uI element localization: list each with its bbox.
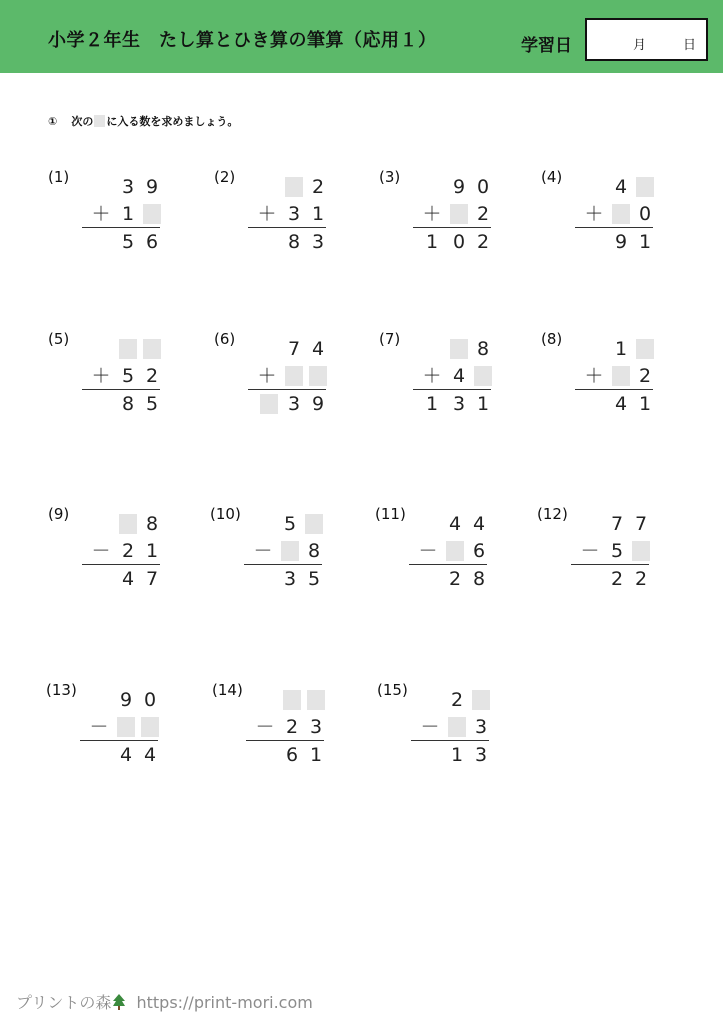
problem-3 (379, 168, 499, 278)
second-number (575, 365, 655, 389)
top-number (411, 689, 491, 713)
digit: 2 (121, 540, 135, 562)
digit: 9 (452, 176, 466, 198)
digit: 2 (450, 689, 464, 711)
digit: 5 (610, 540, 624, 562)
digit: 1 (638, 231, 652, 253)
header-bar (0, 0, 723, 73)
problem-5 (48, 330, 168, 440)
blank-box (636, 177, 654, 197)
second-number (248, 365, 328, 389)
blank-box (119, 514, 137, 534)
tree-icon (113, 994, 125, 1010)
top-number (246, 689, 326, 713)
digit: 1 (476, 393, 490, 415)
digit: 4 (472, 513, 486, 535)
sum-line (575, 227, 653, 228)
page-title: 小学２年生 たし算とひき算の筆算（応用１） (48, 30, 437, 51)
problem-number: (1) (48, 168, 70, 186)
problem-number: (10) (210, 505, 241, 523)
problem-6 (214, 330, 334, 440)
digit: 6 (285, 744, 299, 766)
date-label: 学習日 (521, 36, 572, 56)
problem-number: (14) (212, 681, 243, 699)
digit: 1 (309, 744, 323, 766)
digit: 2 (145, 365, 159, 387)
digit: 8 (121, 393, 135, 415)
digit: 3 (287, 203, 301, 225)
instruction-number: ① (48, 115, 58, 128)
result-number (82, 393, 162, 417)
digit: 7 (145, 568, 159, 590)
result-number (575, 393, 655, 417)
result-number (248, 393, 328, 417)
digit: 3 (311, 231, 325, 253)
problem-12 (537, 505, 657, 615)
operator-sign: ＋ (422, 203, 442, 225)
operator-sign: － (420, 716, 440, 738)
digit: 4 (121, 568, 135, 590)
blank-box (632, 541, 650, 561)
result-number (571, 568, 651, 592)
digit: 7 (610, 513, 624, 535)
problem-number: (6) (214, 330, 236, 348)
top-number (575, 338, 655, 362)
digit: 4 (448, 513, 462, 535)
digit: 6 (472, 540, 486, 562)
top-number (80, 689, 160, 713)
digit: 5 (307, 568, 321, 590)
digit: 5 (121, 365, 135, 387)
operator-sign: ＋ (257, 203, 277, 225)
result-number (413, 231, 493, 255)
digit: 3 (121, 176, 135, 198)
top-number (248, 338, 328, 362)
digit: 9 (614, 231, 628, 253)
sum-line (82, 389, 160, 390)
digit: 5 (121, 231, 135, 253)
blank-box (143, 339, 161, 359)
digit: 7 (287, 338, 301, 360)
digit: 3 (452, 393, 466, 415)
digit: 8 (472, 568, 486, 590)
day-label: 日 (683, 38, 697, 53)
digit: 0 (638, 203, 652, 225)
operator-sign: ＋ (257, 365, 277, 387)
sum-line (82, 227, 160, 228)
result-number (80, 744, 160, 768)
second-number (409, 540, 489, 564)
problem-15 (377, 681, 497, 791)
blank-box (283, 690, 301, 710)
problem-number: (4) (541, 168, 563, 186)
result-number (246, 744, 326, 768)
digit: 3 (287, 393, 301, 415)
result-number (82, 231, 162, 255)
blank-box (636, 339, 654, 359)
top-number (413, 176, 493, 200)
instruction-text-before: 次の (71, 115, 94, 128)
problem-8 (541, 330, 661, 440)
top-number (248, 176, 328, 200)
sum-line (409, 564, 487, 565)
digit: 5 (283, 513, 297, 535)
footer-url: https://print-mori.com (136, 993, 313, 1012)
digit: 6 (145, 231, 159, 253)
problem-number: (2) (214, 168, 236, 186)
problem-number: (5) (48, 330, 70, 348)
result-number (575, 231, 655, 255)
digit: 1 (121, 203, 135, 225)
month-label: 月 (633, 38, 647, 53)
digit: 5 (145, 393, 159, 415)
top-number (82, 176, 162, 200)
problem-10 (210, 505, 330, 615)
second-number (82, 540, 162, 564)
digit: 2 (634, 568, 648, 590)
sum-line (413, 227, 491, 228)
blank-box-icon (94, 115, 105, 127)
date-box (585, 18, 708, 61)
digit: 1 (450, 744, 464, 766)
problem-number: (15) (377, 681, 408, 699)
problem-number: (8) (541, 330, 563, 348)
top-number (575, 176, 655, 200)
operator-sign: － (89, 716, 109, 738)
digit: 8 (307, 540, 321, 562)
second-number (80, 716, 160, 740)
operator-sign: － (580, 540, 600, 562)
second-number (246, 716, 326, 740)
blank-box (450, 204, 468, 224)
digit: 1 (425, 393, 439, 415)
blank-box (119, 339, 137, 359)
result-number (82, 568, 162, 592)
digit: 9 (311, 393, 325, 415)
sum-line (411, 740, 489, 741)
sum-line (82, 564, 160, 565)
problem-number: (3) (379, 168, 401, 186)
digit: 2 (610, 568, 624, 590)
second-number (413, 203, 493, 227)
digit: 8 (145, 513, 159, 535)
digit: 3 (474, 744, 488, 766)
footer (16, 990, 313, 1013)
digit: 4 (614, 393, 628, 415)
instruction-text-after: に入る数を求めましょう。 (106, 115, 239, 128)
result-number (248, 231, 328, 255)
digit: 9 (145, 176, 159, 198)
top-number (409, 513, 489, 537)
digit: 4 (452, 365, 466, 387)
blank-box (281, 541, 299, 561)
problem-11 (375, 505, 495, 615)
problem-number: (11) (375, 505, 406, 523)
operator-sign: － (255, 716, 275, 738)
top-number (244, 513, 324, 537)
result-number (411, 744, 491, 768)
blank-box (472, 690, 490, 710)
second-number (82, 203, 162, 227)
blank-box (612, 366, 630, 386)
digit: 3 (474, 716, 488, 738)
blank-box (143, 204, 161, 224)
second-number (575, 203, 655, 227)
operator-sign: － (418, 540, 438, 562)
digit: 2 (476, 203, 490, 225)
blank-box (612, 204, 630, 224)
digit: 1 (638, 393, 652, 415)
second-number (571, 540, 651, 564)
blank-box (450, 339, 468, 359)
digit: 8 (287, 231, 301, 253)
operator-sign: ＋ (422, 365, 442, 387)
digit: 1 (425, 231, 439, 253)
digit: 4 (143, 744, 157, 766)
top-number (571, 513, 651, 537)
problem-number: (9) (48, 505, 70, 523)
digit: 4 (119, 744, 133, 766)
operator-sign: ＋ (584, 365, 604, 387)
problem-1 (48, 168, 168, 278)
top-number (82, 338, 162, 362)
digit: 2 (285, 716, 299, 738)
digit: 7 (634, 513, 648, 535)
digit: 1 (614, 338, 628, 360)
operator-sign: － (91, 540, 111, 562)
operator-sign: ＋ (91, 365, 111, 387)
operator-sign: ＋ (584, 203, 604, 225)
digit: 2 (311, 176, 325, 198)
second-number (411, 716, 491, 740)
digit: 4 (614, 176, 628, 198)
sum-line (575, 389, 653, 390)
blank-box (305, 514, 323, 534)
blank-box (285, 366, 303, 386)
digit: 1 (311, 203, 325, 225)
result-number (244, 568, 324, 592)
instruction (48, 113, 238, 129)
digit: 0 (143, 689, 157, 711)
sum-line (248, 227, 326, 228)
operator-sign: ＋ (91, 203, 111, 225)
second-number (82, 365, 162, 389)
problem-2 (214, 168, 334, 278)
problem-number: (12) (537, 505, 568, 523)
digit: 2 (476, 231, 490, 253)
problem-9 (48, 505, 168, 615)
sum-line (413, 389, 491, 390)
blank-box (448, 717, 466, 737)
problem-7 (379, 330, 499, 440)
sum-line (80, 740, 158, 741)
blank-box (307, 690, 325, 710)
result-number (413, 393, 493, 417)
digit: 2 (448, 568, 462, 590)
digit: 1 (145, 540, 159, 562)
operator-sign: － (253, 540, 273, 562)
digit: 0 (452, 231, 466, 253)
blank-box (141, 717, 159, 737)
digit: 2 (638, 365, 652, 387)
blank-box (285, 177, 303, 197)
sum-line (246, 740, 324, 741)
problem-number: (13) (46, 681, 77, 699)
digit: 3 (283, 568, 297, 590)
digit: 0 (476, 176, 490, 198)
sum-line (248, 389, 326, 390)
problem-13 (46, 681, 166, 791)
digit: 8 (476, 338, 490, 360)
digit: 3 (309, 716, 323, 738)
digit: 9 (119, 689, 133, 711)
blank-box (446, 541, 464, 561)
blank-box (309, 366, 327, 386)
top-number (413, 338, 493, 362)
second-number (244, 540, 324, 564)
blank-box (260, 394, 278, 414)
problem-14 (212, 681, 332, 791)
top-number (82, 513, 162, 537)
problem-number: (7) (379, 330, 401, 348)
second-number (248, 203, 328, 227)
sum-line (571, 564, 649, 565)
second-number (413, 365, 493, 389)
problem-4 (541, 168, 661, 278)
sum-line (244, 564, 322, 565)
blank-box (474, 366, 492, 386)
result-number (409, 568, 489, 592)
footer-brand: プリントの森 (16, 993, 112, 1012)
digit: 4 (311, 338, 325, 360)
blank-box (117, 717, 135, 737)
